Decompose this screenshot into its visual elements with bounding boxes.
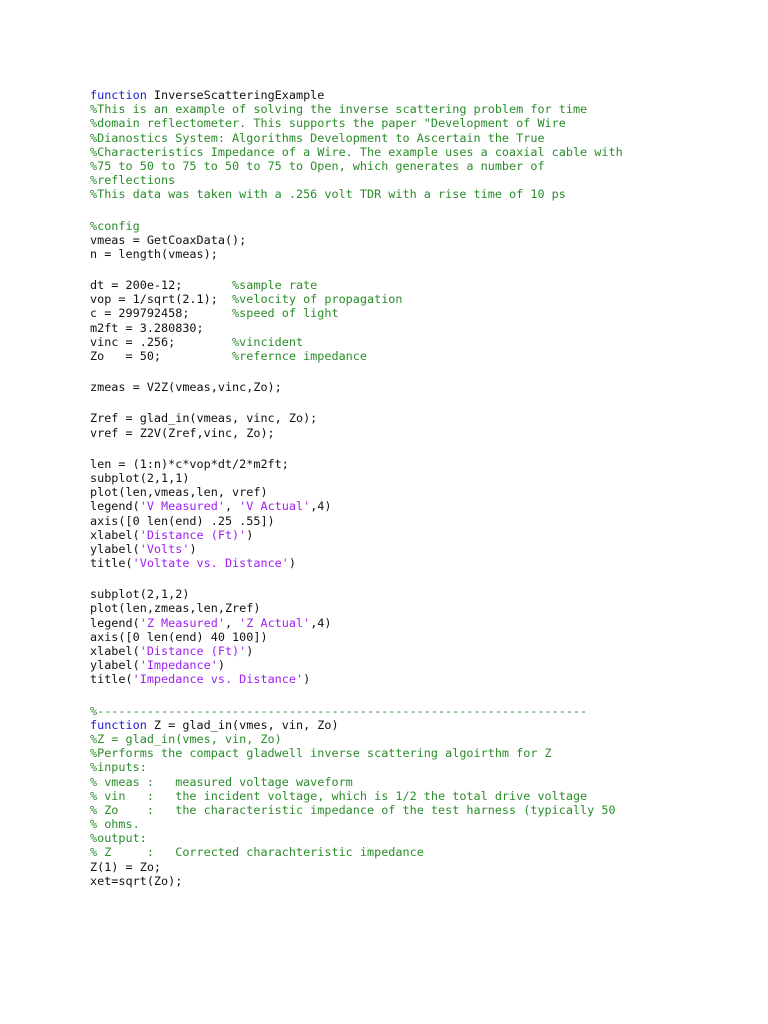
code-line — [90, 131, 760, 145]
code-line — [90, 349, 760, 363]
comment-token: %75 to 50 to 75 to 50 to 75 to Open, which generates a number of — [90, 158, 545, 173]
code-token: vref = Z2V(Zref,vinc, Zo); — [90, 425, 275, 440]
code-token: vinc = .256; — [90, 334, 233, 349]
code-line — [90, 860, 760, 874]
code-line — [90, 514, 760, 528]
code-line — [90, 831, 760, 845]
code-line — [90, 556, 760, 570]
comment-token: %velocity of propagation — [232, 292, 403, 307]
blank-line — [90, 394, 760, 411]
keyword-token: function — [90, 717, 147, 732]
comment-token: %Z = glad_in(vmes, vin, Zo) — [90, 731, 282, 746]
code-token: legend( — [90, 499, 140, 514]
code-token: Z = glad_in(vmes, vin, Zo) — [146, 717, 339, 732]
code-line — [90, 630, 760, 644]
comment-token: %This is an example of solving the inverse scattering problem for time — [90, 102, 588, 117]
code-token: ,4) — [310, 499, 332, 514]
blank-line — [90, 202, 760, 219]
code-line — [90, 457, 760, 471]
code-line — [90, 542, 760, 556]
code-line — [90, 116, 760, 130]
code-token: zmeas = V2Z(vmeas,vinc,Zo); — [90, 380, 282, 395]
code-token: ) — [246, 527, 254, 542]
code-line — [90, 247, 760, 261]
comment-token: %vincident — [232, 334, 304, 349]
code-line — [90, 732, 760, 746]
code-token: Z(1) = Zo; — [90, 859, 162, 874]
string-token: 'V Measured' — [139, 499, 225, 514]
blank-line — [90, 570, 760, 587]
code-token: m2ft = 3.280830; — [90, 320, 204, 335]
code-line — [90, 102, 760, 116]
code-token: ylabel( — [90, 658, 140, 673]
code-line — [90, 380, 760, 394]
code-token: n = length(vmeas); — [90, 246, 218, 261]
code-token: c = 299792458; — [90, 306, 233, 321]
code-line — [90, 187, 760, 201]
code-line — [90, 88, 760, 102]
code-token: vop = 1/sqrt(2.1); — [90, 292, 233, 307]
code-line — [90, 789, 760, 803]
code-line — [90, 704, 760, 718]
code-token: title( — [90, 672, 133, 687]
code-line — [90, 616, 760, 630]
code-token: , — [224, 499, 240, 514]
code-line — [90, 335, 760, 349]
comment-token: %speed of light — [232, 306, 339, 321]
blank-line — [90, 261, 760, 278]
comment-token: %inputs: — [90, 760, 147, 775]
code-token: ,4) — [310, 615, 332, 630]
comment-token: %config — [90, 218, 140, 233]
comment-token: %refernce impedance — [232, 349, 367, 363]
comment-token: % vmeas : measured voltage waveform — [90, 774, 353, 789]
comment-token: % Z : Corrected charachteristic impedance — [90, 845, 424, 860]
code-line — [90, 845, 760, 859]
code-line — [90, 485, 760, 499]
code-token: xet=sqrt(Zo); — [90, 873, 183, 888]
code-token: InverseScatteringExample — [146, 88, 325, 102]
comment-token: %output: — [90, 831, 147, 846]
code-line — [90, 292, 760, 306]
code-line — [90, 601, 760, 615]
code-token: subplot(2,1,1) — [90, 470, 190, 485]
code-line — [90, 775, 760, 789]
code-line — [90, 173, 760, 187]
code-token: legend( — [90, 615, 140, 630]
comment-token: %This data was taken with a .256 volt TDR with a rise time of 10 ps — [90, 187, 566, 202]
code-listing — [90, 88, 760, 888]
string-token: 'V Actual' — [239, 499, 311, 514]
code-token: plot(len,zmeas,len,Zref) — [90, 601, 261, 616]
code-token: ) — [246, 644, 254, 658]
code-token: dt = 200e-12; — [90, 278, 233, 293]
code-line — [90, 803, 760, 817]
code-token: vmeas = GetCoaxData(); — [90, 232, 247, 247]
string-token: 'Voltate vs. Distance' — [132, 556, 289, 571]
code-line — [90, 278, 760, 292]
code-token: axis([0 len(end) .25 .55]) — [90, 513, 275, 528]
code-token: axis([0 len(end) 40 100]) — [90, 629, 268, 644]
comment-token: %domain reflectometer. This supports the paper "Development of Wire — [90, 116, 566, 131]
blank-line — [90, 687, 760, 704]
code-line — [90, 306, 760, 320]
string-token: 'Distance (Ft)' — [139, 527, 247, 542]
code-line — [90, 321, 760, 335]
code-line — [90, 746, 760, 760]
code-token: ) — [288, 556, 296, 571]
code-token: Zref = glad_in(vmeas, vinc, Zo); — [90, 411, 318, 426]
string-token: 'Distance (Ft)' — [139, 644, 247, 658]
code-token: len = (1:n)*c*vop*dt/2*m2ft; — [90, 456, 289, 471]
code-line — [90, 233, 760, 247]
code-line — [90, 874, 760, 888]
blank-line — [90, 363, 760, 380]
code-token: plot(len,vmeas,len, vref) — [90, 485, 268, 500]
code-line — [90, 145, 760, 159]
comment-token: %Characteristics Impedance of a Wire. The example uses a coaxial cable with — [90, 144, 623, 159]
comment-token: % vin : the incident voltage, which is 1/2 the total drive voltage — [90, 788, 588, 803]
blank-line — [90, 440, 760, 457]
string-token: 'Z Measured' — [139, 615, 225, 630]
keyword-token: function — [90, 88, 147, 102]
code-token: title( — [90, 556, 133, 571]
code-line — [90, 644, 760, 658]
comment-token: %Dianostics System: Algorithms Development to Ascertain the True — [90, 130, 545, 145]
comment-token: % Zo : the characteristic impedance of the test harness (typically 50 — [90, 802, 616, 817]
code-line — [90, 587, 760, 601]
code-line — [90, 471, 760, 485]
code-token: ylabel( — [90, 541, 140, 556]
string-token: 'Volts' — [139, 541, 190, 556]
code-token: , — [224, 615, 240, 630]
code-line — [90, 760, 760, 774]
comment-token: %--------------------------------------------------------------------- — [90, 703, 588, 718]
comment-token: %sample rate — [232, 278, 318, 293]
code-line — [90, 672, 760, 686]
code-token: ) — [217, 658, 225, 673]
code-token: ) — [189, 541, 197, 556]
string-token: 'Impedance' — [139, 658, 218, 673]
code-line — [90, 658, 760, 672]
code-token: ) — [303, 672, 311, 687]
code-token: Zo = 50; — [90, 349, 233, 363]
code-token: xlabel( — [90, 527, 140, 542]
code-line — [90, 159, 760, 173]
comment-token: % ohms. — [90, 817, 140, 832]
comment-token: %Performs the compact gladwell inverse scattering algoirthm for Z — [90, 746, 552, 761]
code-line — [90, 718, 760, 732]
comment-token: %reflections — [90, 173, 176, 188]
code-line — [90, 499, 760, 513]
code-line — [90, 817, 760, 831]
code-line — [90, 528, 760, 542]
code-token: subplot(2,1,2) — [90, 587, 190, 602]
code-line — [90, 219, 760, 233]
string-token: 'Z Actual' — [239, 615, 311, 630]
code-document — [90, 88, 760, 888]
code-line — [90, 411, 760, 425]
code-line — [90, 426, 760, 440]
string-token: 'Impedance vs. Distance' — [132, 672, 304, 687]
code-token: xlabel( — [90, 644, 140, 658]
